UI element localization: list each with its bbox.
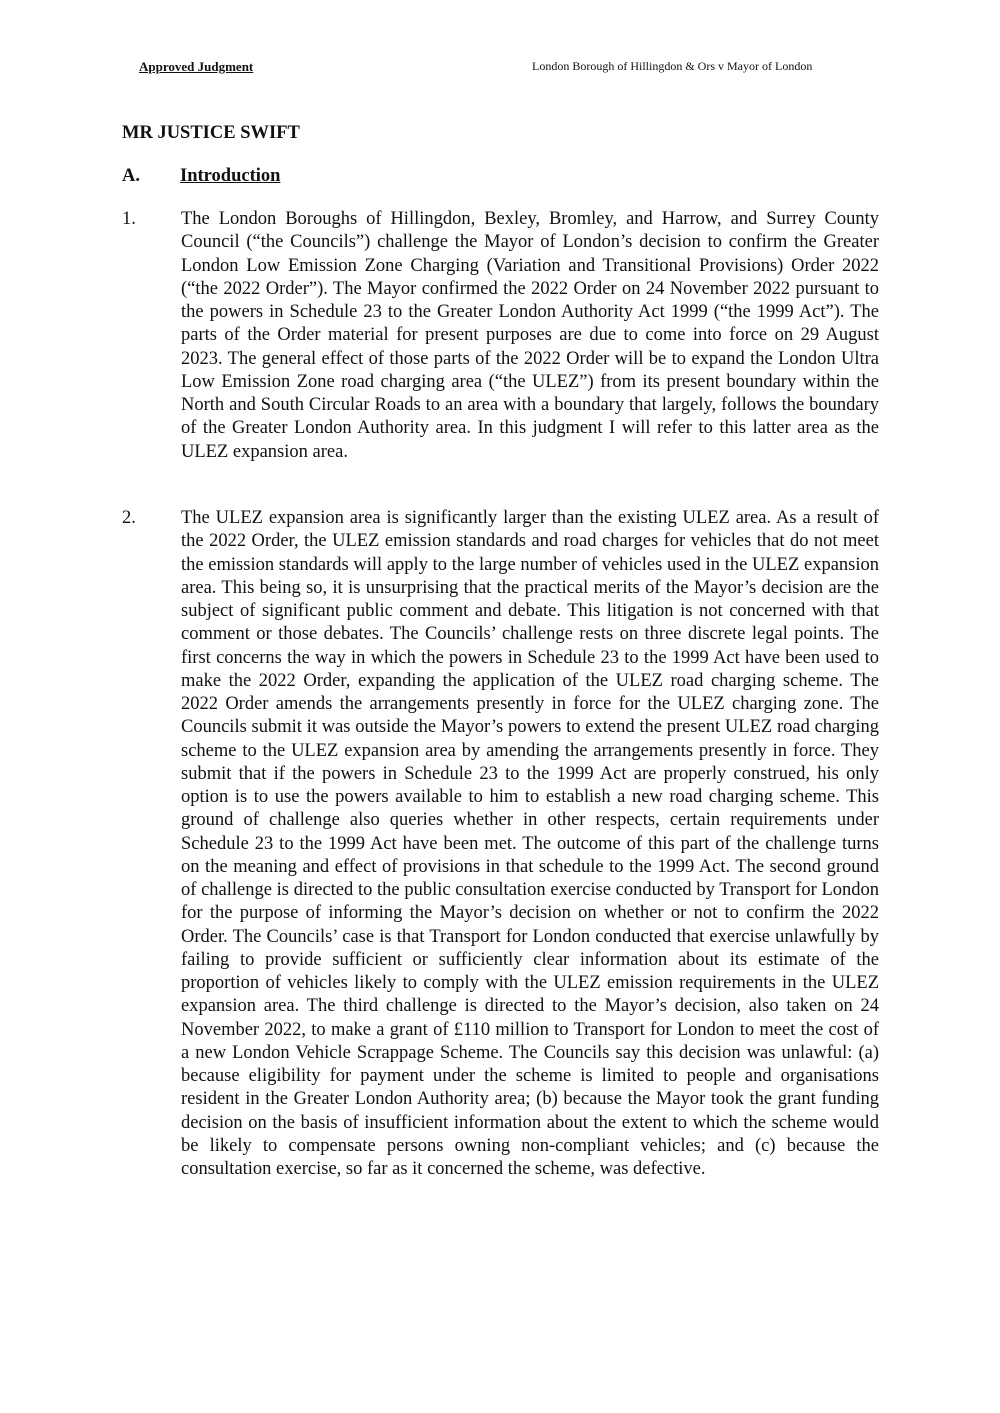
running-header [139, 59, 859, 79]
header-case-name: London Borough of Hillingdon & Ors v Mayor of London [532, 59, 813, 73]
judge-name-heading: MR JUSTICE SWIFT [122, 123, 300, 143]
paragraph-number: 2. [122, 508, 136, 528]
section-number: A. [122, 166, 140, 186]
section-heading [122, 166, 280, 187]
header-approved-judgment: Approved Judgment [139, 59, 254, 74]
paragraph-text: The ULEZ expansion area is significantly larger than the existing ULEZ area. As a result of the 2022 Order, the ULEZ emission standards and road charges for vehicles that do not meet the emission standards will apply to the large number of vehicles used in the ULEZ expansion area. This being so, it is unsurprising that the practical merits of the Mayor’s decision are the subject of significant public comment and debate. This litigation is not concerned with that comment or those debates. The Councils’ challenge rests on three discrete legal points. The first concerns the way in which the powers in Schedule 23 to the 1999 Act have been used to make the 2022 Order, expanding the application of the ULEZ road charging scheme. The 2022 Order amends the arrangements presently in force for the ULEZ charging zone. The Councils submit it was outside the Mayor’s powers to extend the present ULEZ road charging scheme to the ULEZ expansion area by amending the arrangements presently in force. They submit that if the powers in Schedule 23 to the 1999 Act are properly construed, his only option is to use the powers available to him to establish a new road charging scheme. This ground of challenge also queries whether in other respects, certain requirements under Schedule 23 to the 1999 Act have been met. The outcome of this part of the challenge turns on the meaning and effect of provisions in that schedule to the 1999 Act. The second ground of challenge is directed to the public consultation exercise conducted by Transport for London for the purpose of informing the Mayor’s decision on whether or not to confirm the 2022 Order. The Councils’ case is that Transport for London conducted that exercise unlawfully by failing to provide sufficient or sufficiently clear information about its estimate of the proportion of vehicles likely to comply with the ULEZ emission requirements in the ULEZ expansion area. The third challenge is directed to the Mayor’s decision, also taken on 24 November 2022, to make a grant of £110 million to Transport for London to meet the cost of a new London Vehicle Scrappage Scheme. The Councils say this decision was unlawful: (a) because eligibility for payment under the scheme is limited to people and organisations resident in the Greater London Authority area; (b) because the Mayor took the grant funding decision on the basis of insufficient information about the extent to which the scheme would be likely to compensate persons owning non-compliant vehicles; and (c) because the consultation exercise, so far as it concerned the scheme, was defective. [181, 508, 879, 1179]
section-title: Introduction [180, 166, 281, 186]
paragraph-number: 1. [122, 209, 136, 229]
paragraph-text: The London Boroughs of Hillingdon, Bexley, Bromley, and Harrow, and Surrey County Council (“the Councils”) challenge the Mayor of London’s decision to confirm the Greater London Low Emission Zone Charging (Variation and Transitional Provisions) Order 2022 (“the 2022 Order”). The Mayor confirmed the 2022 Order on 24 November 2022 pursuant to the powers in Schedule 23 to the Greater London Authority Act 1999 (“the 1999 Act”). The parts of the Order material for present purposes are due to come into force on 29 August 2023. The general effect of those parts of the 2022 Order will be to expand the London Ultra Low Emission Zone road charging area (“the ULEZ”) from its present boundary within the North and South Circular Roads to an area with a boundary that largely, follows the boundary of the Greater London Authority area. In this judgment I will refer to this latter area as the ULEZ expansion area. [181, 209, 879, 462]
